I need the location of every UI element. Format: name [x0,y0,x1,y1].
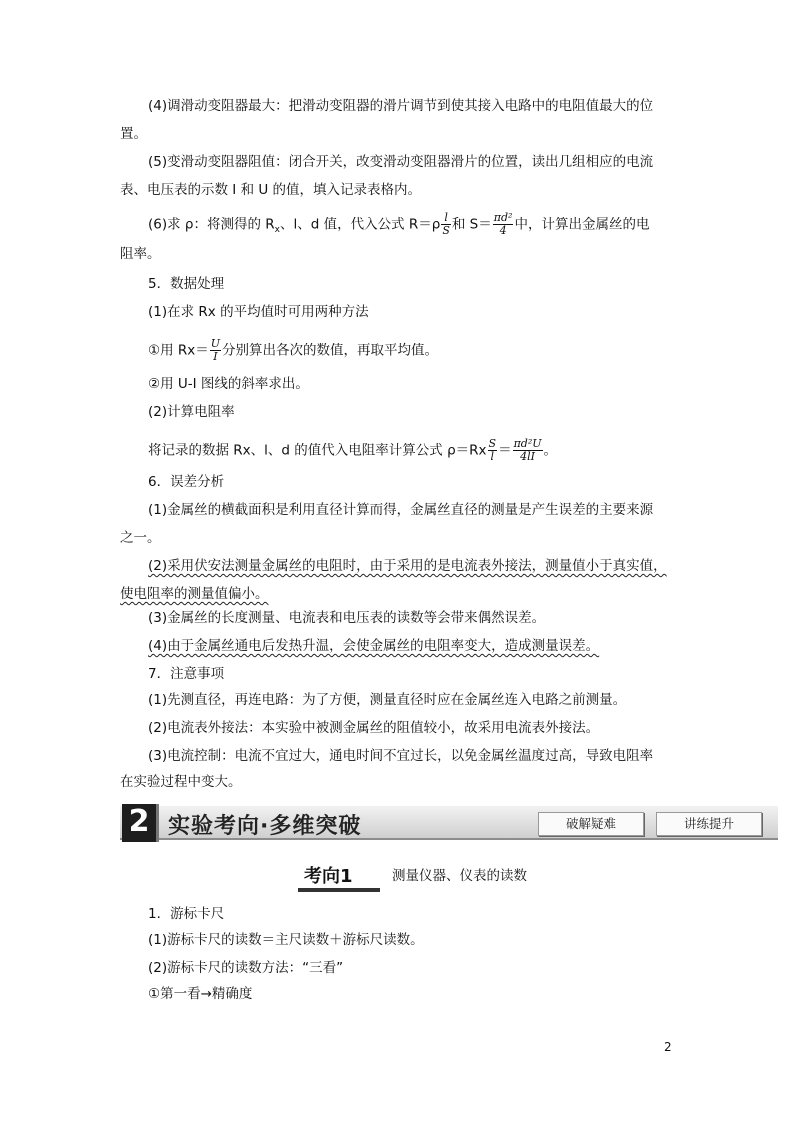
step-6-and: 和 S＝ [451,216,492,233]
caliper-heading: 1．游标卡尺 [148,906,225,922]
section-5-p5 [148,438,557,463]
fraction-numerator: S [488,437,497,450]
p5-eq: ＝ [498,442,512,459]
p5-pre: 将记录的数据 Rx、l、d 的值代入电阻率计算公式 ρ＝Rx [148,442,487,459]
crack-difficulty-button[interactable]: 破解疑难 [538,812,644,836]
p5-post: 。 [543,442,558,459]
caliper-p1: (1)游标卡尺的读数＝主尺读数＋游标尺读数。 [148,932,424,948]
section-7-p1: (1)先测直径，再连电路：为了方便，测量直径时应在金属丝连入电路之前测量。 [148,692,627,708]
fraction-numerator: U [210,337,221,350]
formula-fraction-area [493,212,514,237]
fraction-denominator: 4lI [520,450,535,463]
section-6-heading: 6．误差分析 [148,474,225,490]
section-7-p2: (2)电流表外接法：本实验中被测金属丝的阻值较小，故采用电流表外接法。 [148,720,600,736]
fraction-denominator: I [213,350,218,363]
step-6-sub: x [274,225,280,236]
formula-fraction-s-over-l [488,438,498,463]
section-7-p3-line-2: 在实验过程中变大。 [120,774,242,790]
section-6-p2-line-1: (2)采用伏安法测量金属丝的电阻时，由于采用的是电流表外接法，测量值小于真实值， [148,558,667,574]
formula-fraction-resistivity [513,438,543,463]
step-6-line-2: 阻率。 [120,246,161,262]
step-4-line-2: 置。 [120,126,147,142]
fraction-numerator: πd²U [513,437,542,450]
banner-title: 实验考向·多维突破 [168,814,362,839]
section-7-p3-line-1: (3)电流控制：电流不宜过大，通电时间不宜过长，以免金属丝温度过高，导致电阻率 [148,748,654,764]
topic-title: 测量仪器、仪表的读数 [392,868,527,884]
section-5-p4: (2)计算电阻率 [148,404,235,420]
section-5-p3: ②用 U-I 图线的斜率求出。 [148,376,309,392]
page-number: 2 [664,1040,672,1054]
p2-post: 分别算出各次的数值，再取平均值。 [222,342,439,359]
step-6-line-1 [148,212,649,240]
step-6-post: 中，计算出金属丝的电 [514,216,650,233]
section-5-p2 [148,338,438,363]
step-6-pre: (6)求 ρ：将测得的 R [148,216,275,233]
fraction-denominator: l [490,450,495,463]
step-4-line-1: (4)调滑动变阻器最大：把滑动变阻器的滑片调节到使其接入电路中的电阻值最大的位 [148,98,654,114]
caliper-p3: ①第一看→精确度 [148,986,253,1002]
topic-tag [298,862,380,892]
section-6-p1-line-2: 之一。 [120,530,161,546]
step-6-mid: 、l、d 值，代入公式 R＝ρ [279,216,441,233]
formula-fraction-l-over-s [441,212,451,237]
section-5-p1: (1)在求 Rx 的平均值时可用两种方法 [148,304,369,320]
fraction-denominator: 4 [499,224,507,237]
section-banner [120,804,778,842]
fraction-numerator: πd² [493,211,513,224]
section-6-p3: (3)金属丝的长度测量、电流表和电压表的读数等会带来偶然误差。 [148,610,546,626]
p2-pre: ①用 Rx＝ [148,342,209,359]
formula-fraction-u-over-i [210,338,221,363]
section-6-p1-line-1: (1)金属丝的横截面积是利用直径计算而得，金属丝直径的测量是产生误差的主要来源 [148,502,654,518]
practice-improve-button[interactable]: 讲练提升 [656,812,762,836]
banner-number-badge: 2 [122,804,159,842]
caliper-p2: (2)游标卡尺的读数方法：“三看” [148,960,344,976]
section-7-heading: 7．注意事项 [148,666,225,682]
topic-tag-label: 考向1 [304,866,353,887]
section-6-p2-line-2: 使电阻率的测量值偏小。 [120,586,269,602]
fraction-denominator: S [442,224,450,237]
step-5-line-2: 表、电压表的示数 I 和 U 的值，填入记录表格内。 [120,182,422,198]
section-5-heading: 5．数据处理 [148,276,225,292]
step-5-line-1: (5)变滑动变阻器阻值：闭合开关，改变滑动变阻器滑片的位置，读出几组相应的电流 [148,154,654,170]
section-6-p4: (4)由于金属丝通电后发热升温，会使金属丝的电阻率变大，造成测量误差。 [148,638,600,654]
fraction-numerator: l [441,212,451,225]
